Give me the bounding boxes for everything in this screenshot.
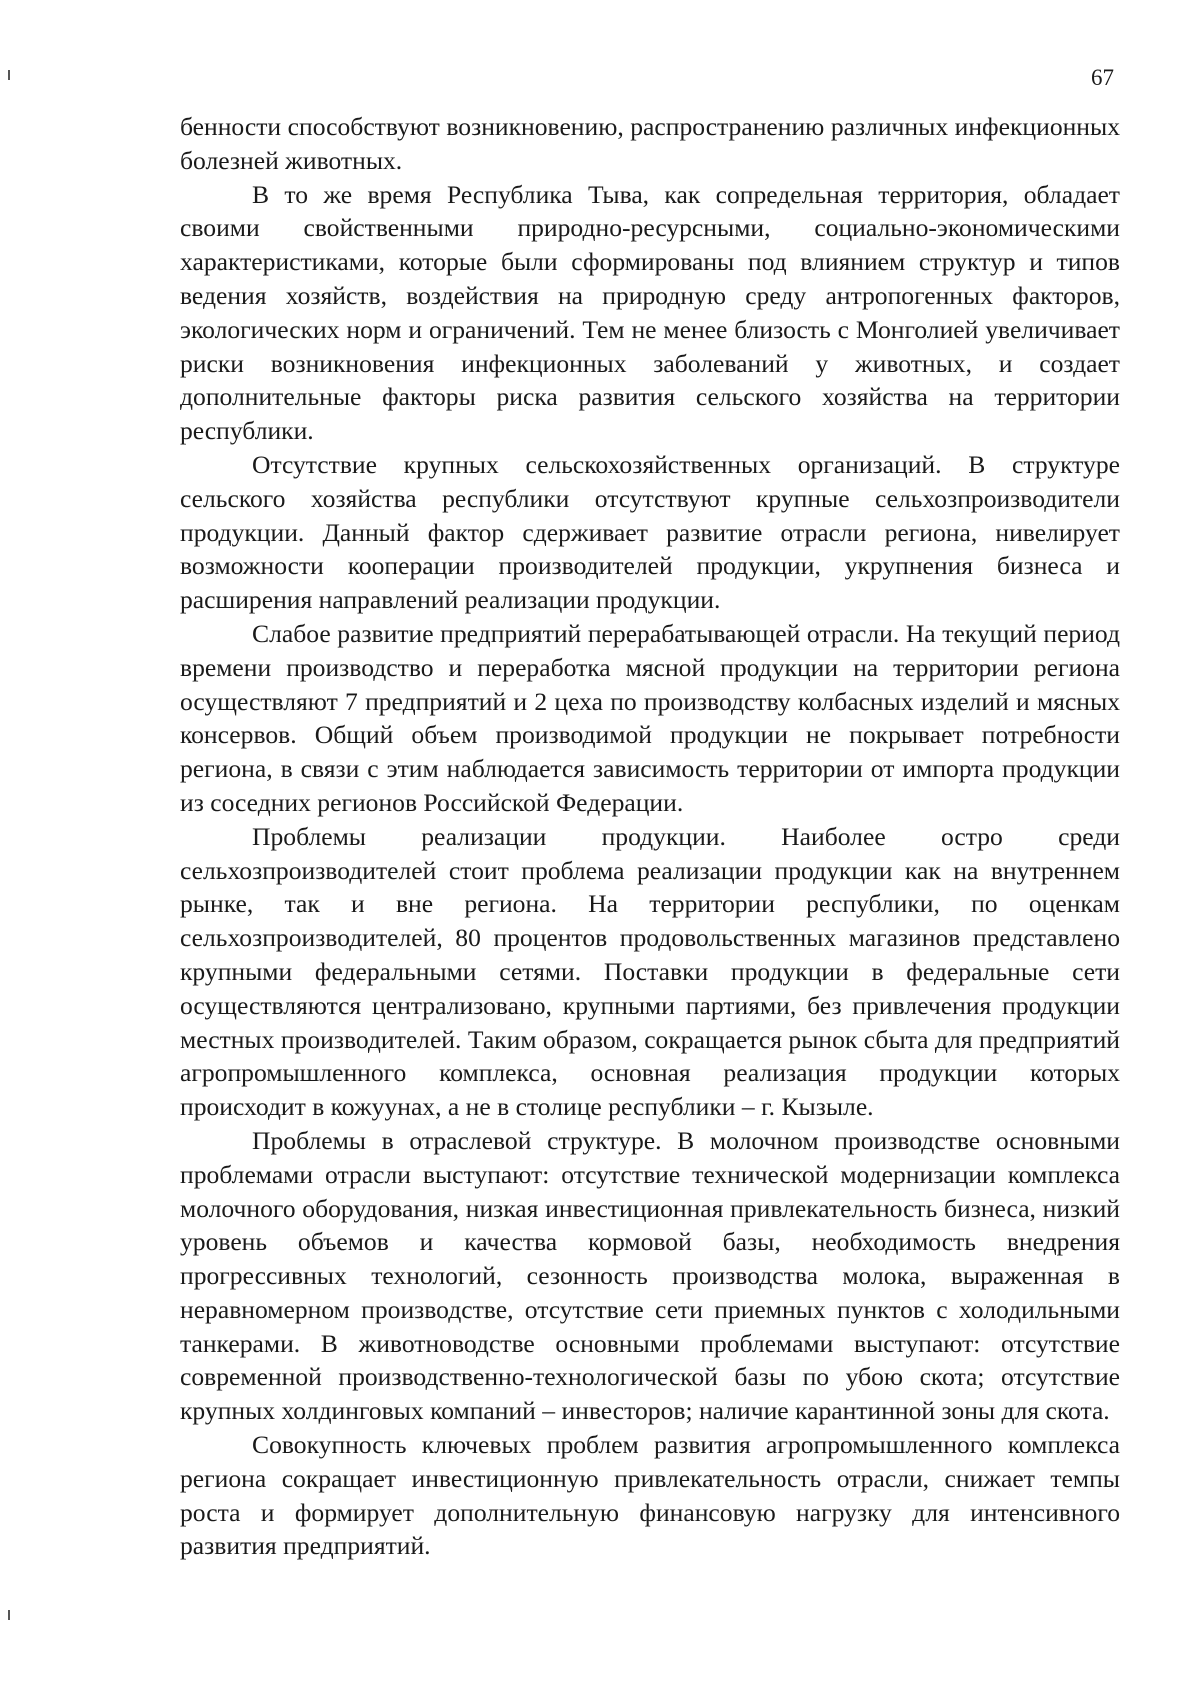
paragraph-large-organizations: Отсутствие крупных сельскохозяйственных организаций. В структуре сельского хозяйства республики отсутствуют крупные сельхозпроизводители продукции. Данный фактор сдерживает развитие отрасли региона, нивелирует возможности кооперации производителей продукции, укрупнения бизнеса и расширения направлений реализации продукции. [180, 449, 1120, 615]
paragraph-conclusion: Совокупность ключевых проблем развития агропромышленного комплекса региона сокращает инвестиционную привлекательность отрасли, снижает темпы роста и формирует дополнительную финансовую нагрузку для интенсивного развития предприятий. [180, 1430, 1120, 1561]
paragraph-industry-structure: Проблемы в отраслевой структуре. В молочном производстве основными проблемами отрасли выступают: отсутствие технической модернизации комплекса молочного оборудования, низкая инвестиционная привлекательность бизнеса, низкий уровень объемов и качества кормовой базы, необходимость внедрения прогрессивных технологий, сезонность производства молока, выраженная в неравномерном производстве, отсутствие сети приемных пунктов с холодильными танкерами. В животноводстве основными проблемами выступают: отсутствие современной производственно-технологической базы по убою скота; отсутствие крупных холдинговых компаний – инвесторов; наличие карантинной зоны для скота. [180, 1125, 1120, 1426]
paragraph-continuation: бенности способствуют возникновению, распространению различных инфекционных болезней животных. [180, 112, 1120, 175]
page-number: 67 [1091, 65, 1114, 90]
paragraph-processing-industry: Слабое развитие предприятий перерабатывающей отрасли. На текущий период времени производство и переработка мясной продукции на территории региона осуществляют 7 предприятий и 2 цеха по производству колбасных изделий и мясных консервов. Общий объем производимой продукции не покрывает потребности региона, в связи с этим наблюдается зависимость территории от импорта продукции из соседних регионов Российской Федерации. [180, 618, 1120, 817]
paragraph-tuva-territory: В то же время Республика Тыва, как сопредельная территория, обладает своими свойственными природно-ресурсными, социально-экономическими характеристиками, которые были сформированы под влиянием структур и типов ведения хозяйств, воздействия на природную среду антропогенных факторов, экологических норм и ограничений. Тем не менее близость с Монголией увеличивает риски возникновения инфекционных заболеваний у животных, и создает дополнительные факторы риска развития сельского хозяйства на территории республики. [180, 179, 1120, 446]
paragraph-product-sales: Проблемы реализации продукции. Наиболее остро среди сельхозпроизводителей стоит проблема реализации продукции как на внутреннем рынке, так и вне региона. На территории республики, по оценкам сельхозпроизводителей, 80 процентов продовольственных магазинов представлено крупными федеральными сетями. Поставки продукции в федеральные сети осуществляются централизовано, крупными партиями, без привлечения продукции местных производителей. Таким образом, сокращается рынок сбыта для предприятий агропромышленного комплекса, основная реализация продукции которых происходит в кожуунах, а не в столице республики – г. Кызыле. [180, 821, 1120, 1122]
scan-margin-mark [8, 1610, 10, 1620]
body-text [180, 110, 1120, 1563]
scan-margin-mark [8, 70, 10, 80]
